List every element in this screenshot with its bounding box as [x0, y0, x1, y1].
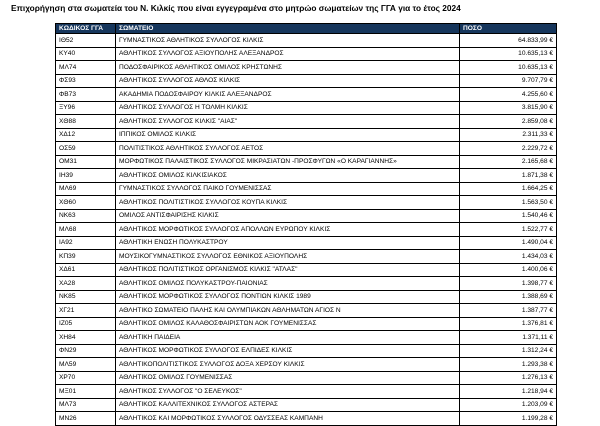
table-row: [56, 196, 557, 210]
cell-code: ΜΛ73: [56, 398, 116, 412]
cell-amount: 9.707,79 €: [460, 74, 557, 88]
cell-club: ΑΘΛΗΤΙΚΟΣ ΟΜΙΛΟΣ ΚΙΛΚΙΣΙΑΚΟΣ: [116, 169, 460, 183]
cell-club: ΑΘΛΗΤΙΚΟΣ ΜΟΡΦΩΤΙΚΟΣ ΣΥΛΛΟΓΟΣ ΕΛΠΙΔΕΣ ΚΙΛΚΙΣ: [116, 344, 460, 358]
cell-club: ΠΟΛΙΤΙΣΤΙΚΟΣ ΑΘΛΗΤΙΚΟΣ ΣΥΛΛΟΓΟΣ ΑΕΤΟΣ: [116, 142, 460, 156]
cell-code: ΚΥ40: [56, 47, 116, 61]
cell-amount: 1.376,81 €: [460, 317, 557, 331]
grants-table: [55, 23, 557, 426]
cell-amount: 4.255,60 €: [460, 88, 557, 102]
cell-amount: 1.218,94 €: [460, 385, 557, 399]
cell-club: ΑΘΛΗΤΙΚΟΣ ΠΟΛΙΤΙΣΤΙΚΟΣ ΟΡΓΑΝΙΣΜΟΣ ΚΙΛΚΙΣ "ΑΤΛΑΣ": [116, 263, 460, 277]
table-row: [56, 371, 557, 385]
cell-club: ΑΘΛΗΤΙΚΟΣ ΣΥΛΛΟΓΟΣ ΑΞΙΟΥΠΟΛΗΣ ΑΛΕΞΑΝΔΡΟΣ: [116, 47, 460, 61]
cell-amount: 2.859,08 €: [460, 115, 557, 129]
cell-code: ΚΠ39: [56, 250, 116, 264]
cell-club: ΑΘΛΗΤΙΚΟΣ ΜΟΡΦΩΤΙΚΟΣ ΣΥΛΛΟΓΟΣ ΑΠΟΛΛΩΝ ΕΥΡΩΠΟΥ ΚΙΛΚΙΣ: [116, 223, 460, 237]
cell-amount: 1.563,50 €: [460, 196, 557, 210]
cell-amount: 3.815,90 €: [460, 101, 557, 115]
table-row: [56, 223, 557, 237]
cell-code: ΙΑ92: [56, 236, 116, 250]
cell-amount: 1.203,09 €: [460, 398, 557, 412]
cell-code: ΟΣ59: [56, 142, 116, 156]
cell-club: ΑΘΛΗΤΙΚΟΣ ΟΜΙΛΟΣ ΚΑΛΑΘΟΣΦΑΙΡΙΣΤΩΝ ΑΟΚ ΓΟΥΜΕΝΙΣΣΑΣ: [116, 317, 460, 331]
table-row: [56, 169, 557, 183]
cell-code: ΦΝ29: [56, 344, 116, 358]
table-body: [56, 34, 557, 426]
cell-amount: 64.833,99 €: [460, 34, 557, 48]
cell-amount: 2.311,33 €: [460, 128, 557, 142]
cell-club: ΑΘΛΗΤΙΚΟΣ ΣΥΛΛΟΓΟΣ ΑΘΛΟΣ ΚΙΛΚΙΣ: [116, 74, 460, 88]
cell-club: ΑΘΛΗΤΙΚΟ ΣΩΜΑΤΕΙΟ ΠΑΛΗΣ ΚΑΙ ΟΛΥΜΠΙΑΚΩΝ ΑΘΛΗΜΑΤΩΝ ΑΓΙΟΣ Ν: [116, 304, 460, 318]
cell-club: ΓΥΜΝΑΣΤΙΚΟΣ ΑΘΛΗΤΙΚΟΣ ΣΥΛΛΟΓΟΣ ΚΙΛΚΙΣ: [116, 34, 460, 48]
header-row: [56, 24, 557, 34]
cell-amount: 1.490,04 €: [460, 236, 557, 250]
cell-club: ΑΘΛΗΤΙΚΟΣ ΣΥΛΛΟΓΟΣ ΚΙΛΚΙΣ "ΑΙΑΣ": [116, 115, 460, 129]
cell-amount: 1.434,03 €: [460, 250, 557, 264]
document-title: Επιχορήγηση στα σωματεία του Ν. Κιλκίς που είναι εγγεγραμένα στο μητρώο σωματείων της ΓΓΑ για το έτος 2024: [11, 3, 461, 13]
table-row: [56, 412, 557, 426]
table-row: [56, 128, 557, 142]
table-row: [56, 34, 557, 48]
cell-code: ΜΛ59: [56, 358, 116, 372]
column-header-code: ΚΩΔΙΚΟΣ ΓΓΑ: [56, 24, 116, 34]
table-row: [56, 358, 557, 372]
column-header-amount: ΠΟΣΟ: [460, 24, 557, 34]
column-header-club: ΣΩΜΑΤΕΙΟ: [116, 24, 460, 34]
table-row: [56, 182, 557, 196]
cell-club: ΑΘΛΗΤΙΚΟΣ ΚΑΛΛΙΤΕΧΝΙΚΟΣ ΣΥΛΛΟΓΟΣ ΑΣΤΕΡΑΣ: [116, 398, 460, 412]
table-row: [56, 398, 557, 412]
cell-code: ΜΞ01: [56, 385, 116, 399]
table-row: [56, 142, 557, 156]
table-row: [56, 385, 557, 399]
cell-amount: 10.635,13 €: [460, 47, 557, 61]
cell-club: ΑΘΛΗΤΙΚΟΣ ΚΑΙ ΜΟΡΦΩΤΙΚΟΣ ΣΥΛΛΟΓΟΣ ΟΔΥΣΣΕΑΣ ΚΑΜΠΑΝΗ: [116, 412, 460, 426]
cell-code: ΜΝ26: [56, 412, 116, 426]
cell-code: ΧΓ21: [56, 304, 116, 318]
cell-code: ΜΛ68: [56, 223, 116, 237]
table-row: [56, 155, 557, 169]
cell-club: ΑΘΛΗΤΙΚΟΣ ΣΥΛΛΟΓΟΣ Η ΤΟΛΜΗ ΚΙΛΚΙΣ: [116, 101, 460, 115]
cell-club: ΑΘΛΗΤΙΚΟΠΟΛΙΤΙΣΤΙΚΟΣ ΣΥΛΛΟΓΟΣ ΔΟΞΑ ΧΕΡΣΟΥ ΚΙΛΚΙΣ: [116, 358, 460, 372]
cell-code: ΜΛ69: [56, 182, 116, 196]
cell-code: ΙΘ52: [56, 34, 116, 48]
cell-club: ΜΟΡΦΩΤΙΚΟΣ ΠΑΛΑΙΣΤΙΚΟΣ ΣΥΛΛΟΓΟΣ ΜΙΚΡΑΣΙΑΤΩΝ -ΠΡΟΣΦΥΓΩΝ «Ο ΚΑΡΑΓΙΑΝΝΗΣ»: [116, 155, 460, 169]
cell-club: ΑΘΛΗΤΙΚΟΣ ΜΟΡΦΩΤΙΚΟΣ ΣΥΛΛΟΓΟΣ ΠΟΝΤΙΩΝ ΚΙΛΚΙΣ 1989: [116, 290, 460, 304]
cell-code: ΧΡ70: [56, 371, 116, 385]
cell-code: ΧΑ28: [56, 277, 116, 291]
cell-code: ΝΚ63: [56, 209, 116, 223]
table-row: [56, 344, 557, 358]
table-row: [56, 74, 557, 88]
cell-code: ΦΣ93: [56, 74, 116, 88]
cell-code: ΙΗ39: [56, 169, 116, 183]
cell-code: ΟΜ31: [56, 155, 116, 169]
cell-club: ΑΘΛΗΤΙΚΟΣ ΟΜΙΛΟΣ ΓΟΥΜΕΝΙΣΣΑΣ: [116, 371, 460, 385]
cell-club: ΑΚΑΔΗΜΙΑ ΠΟΔΟΣΦΑΙΡΟΥ ΚΙΛΚΙΣ ΑΛΕΞΑΝΔΡΟΣ: [116, 88, 460, 102]
cell-code: ΧΘ88: [56, 115, 116, 129]
cell-club: ΟΜΙΛΟΣ ΑΝΤΙΣΦΑΙΡΙΣΗΣ ΚΙΛΚΙΣ: [116, 209, 460, 223]
cell-club: ΙΠΠΙΚΟΣ ΟΜΙΛΟΣ ΚΙΛΚΙΣ: [116, 128, 460, 142]
table-row: [56, 47, 557, 61]
cell-club: ΑΘΛΗΤΙΚΟΣ ΟΜΙΛΟΣ ΠΟΛΥΚΑΣΤΡΟΥ-ΠΑΙΟΝΙΑΣ: [116, 277, 460, 291]
table-row: [56, 304, 557, 318]
table-header: [56, 24, 557, 34]
cell-amount: 1.293,38 €: [460, 358, 557, 372]
cell-amount: 1.400,06 €: [460, 263, 557, 277]
cell-code: ΝΚ85: [56, 290, 116, 304]
cell-amount: 2.229,72 €: [460, 142, 557, 156]
cell-amount: 1.199,28 €: [460, 412, 557, 426]
cell-code: ΧΗ84: [56, 331, 116, 345]
cell-code: ΞΥ96: [56, 101, 116, 115]
table-row: [56, 290, 557, 304]
table-row: [56, 101, 557, 115]
cell-amount: 1.398,77 €: [460, 277, 557, 291]
table-row: [56, 263, 557, 277]
table-row: [56, 317, 557, 331]
cell-amount: 1.871,38 €: [460, 169, 557, 183]
cell-club: ΓΥΜΝΑΣΤΙΚΟΣ ΣΥΛΛΟΓΟΣ ΠΑΙΚΟ ΓΟΥΜΕΝΙΣΣΑΣ: [116, 182, 460, 196]
cell-club: ΑΘΛΗΤΙΚΗ ΠΑΙΔΕΙΑ: [116, 331, 460, 345]
table-row: [56, 277, 557, 291]
table-row: [56, 331, 557, 345]
cell-club: ΜΟΥΣΙΚΟΓΥΜΝΑΣΤΙΚΟΣ ΣΥΛΛΟΓΟΣ ΕΘΝΙΚΟΣ ΑΞΙΟΥΠΟΛΗΣ: [116, 250, 460, 264]
cell-club: ΠΟΔΟΣΦΑΙΡΙΚΟΣ ΑΘΛΗΤΙΚΟΣ ΟΜΙΛΟΣ ΚΡΗΣΤΩΝΗΣ: [116, 61, 460, 75]
cell-amount: 2.165,68 €: [460, 155, 557, 169]
cell-code: ΙΖ05: [56, 317, 116, 331]
cell-amount: 1.387,77 €: [460, 304, 557, 318]
table-row: [56, 115, 557, 129]
cell-amount: 1.276,13 €: [460, 371, 557, 385]
cell-code: ΦΒ73: [56, 88, 116, 102]
cell-amount: 1.540,46 €: [460, 209, 557, 223]
table-row: [56, 209, 557, 223]
cell-amount: 1.312,24 €: [460, 344, 557, 358]
cell-amount: 10.635,13 €: [460, 61, 557, 75]
table-row: [56, 61, 557, 75]
table-row: [56, 236, 557, 250]
cell-amount: 1.664,25 €: [460, 182, 557, 196]
table-row: [56, 250, 557, 264]
cell-club: ΑΘΛΗΤΙΚΗ ΕΝΩΣΗ ΠΟΛΥΚΑΣΤΡΟΥ: [116, 236, 460, 250]
cell-code: ΧΔ12: [56, 128, 116, 142]
cell-code: ΜΛ74: [56, 61, 116, 75]
cell-amount: 1.388,69 €: [460, 290, 557, 304]
table-row: [56, 88, 557, 102]
cell-code: ΧΘ60: [56, 196, 116, 210]
cell-club: ΑΘΛΗΤΙΚΟΣ ΠΟΛΙΤΙΣΤΙΚΟΣ ΣΥΛΛΟΓΟΣ ΚΟΥΠΑ ΚΙΛΚΙΣ: [116, 196, 460, 210]
cell-code: ΧΔ61: [56, 263, 116, 277]
cell-amount: 1.522,77 €: [460, 223, 557, 237]
cell-amount: 1.371,11 €: [460, 331, 557, 345]
cell-club: ΑΘΛΗΤΙΚΟΣ ΣΥΛΛΟΓΟΣ "Ο ΣΕΛΕΥΚΟΣ": [116, 385, 460, 399]
